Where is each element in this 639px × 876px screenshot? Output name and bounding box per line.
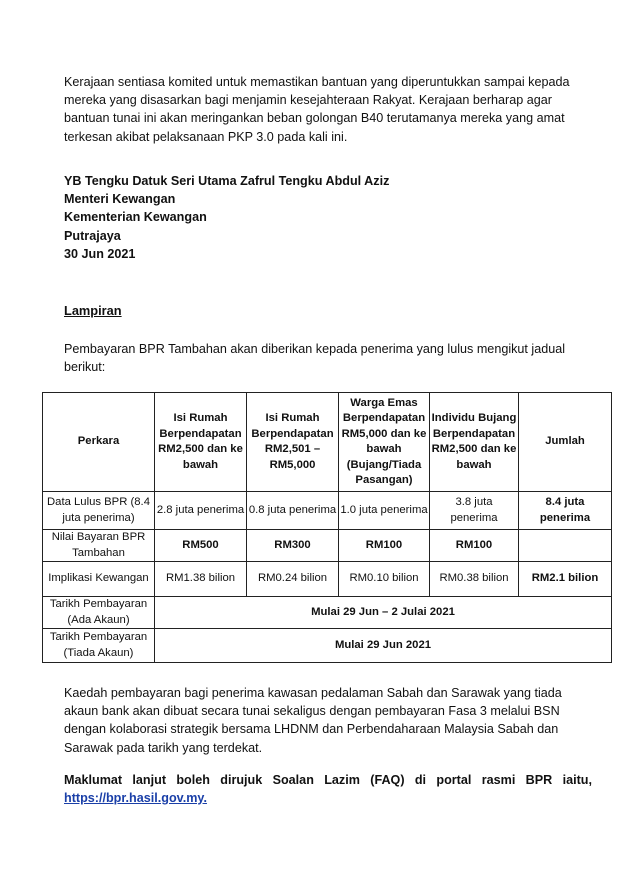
row-label: Implikasi Kewangan <box>43 562 155 597</box>
table-cell-empty <box>519 530 612 562</box>
table-cell: RM1.38 bilion <box>155 562 247 597</box>
sabah-sarawak-paragraph: Kaedah pembayaran bagi penerima kawasan pedalaman Sabah dan Sarawak yang tiada akaun bank akan dibuat secara tunai sekaligus dengan pembayaran Fasa 3 melalui BSN dengan kolaborasi strategik bersama LHDNM dan Perbendaharaan Malaysia Sabah dan Sarawak pada tarikh yang terdekat. <box>64 686 562 755</box>
faq-paragraph <box>64 771 592 807</box>
intro-paragraph: Kerajaan sentiasa komited untuk memastikan bantuan yang diperuntukkan sampai kepada mereka yang disasarkan bagi menjamin kesejahteraan Rakyat. Kerajaan berharap agar bantuan tunai ini akan meringankan beban golongan B40 terutamanya mereka yang amat terkesan akibat pelaksanaan PKP 3.0 pada kali ini. <box>64 75 570 144</box>
table-cell: 2.8 juta penerima <box>155 492 247 530</box>
table-cell: RM0.10 bilion <box>339 562 430 597</box>
header-jumlah: Jumlah <box>519 393 612 492</box>
table-cell: RM0.38 bilion <box>430 562 519 597</box>
header-col3: Warga Emas Berpendapatan RM5,000 dan ke bawah (Bujang/Tiada Pasangan) <box>339 393 430 492</box>
table-row <box>43 492 612 530</box>
table-cell-total: 8.4 juta penerima <box>519 492 612 530</box>
header-col1: Isi Rumah Berpendapatan RM2,500 dan ke bawah <box>155 393 247 492</box>
lampiran-intro: Pembayaran BPR Tambahan akan diberikan kepada penerima yang lulus mengikut jadual berikut: <box>64 342 566 375</box>
table-cell: 1.0 juta penerima <box>339 492 430 530</box>
table-row <box>43 562 612 597</box>
table-row <box>43 629 612 663</box>
faq-text: Maklumat lanjut boleh dirujuk Soalan Lazim (FAQ) di portal rasmi BPR iaitu, <box>64 773 592 787</box>
table-cell: RM100 <box>430 530 519 562</box>
row-label: Nilai Bayaran BPR Tambahan <box>43 530 155 562</box>
signatory-ministry: Kementerian Kewangan <box>64 210 207 225</box>
header-perkara: Perkara <box>43 393 155 492</box>
row-label: Tarikh Pembayaran (Tiada Akaun) <box>43 629 155 663</box>
table-row <box>43 597 612 629</box>
lampiran-heading: Lampiran <box>64 303 122 318</box>
row-label: Data Lulus BPR (8.4 juta penerima) <box>43 492 155 530</box>
table-cell-merged: Mulai 29 Jun – 2 Julai 2021 <box>155 597 612 629</box>
table-cell: RM100 <box>339 530 430 562</box>
table-header-row <box>43 393 612 492</box>
table-cell-merged: Mulai 29 Jun 2021 <box>155 629 612 663</box>
signature-block <box>64 172 389 263</box>
signature-date: 30 Jun 2021 <box>64 246 136 261</box>
table-cell: RM0.24 bilion <box>247 562 339 597</box>
table-cell: 3.8 juta penerima <box>430 492 519 530</box>
table-cell-total: RM2.1 bilion <box>519 562 612 597</box>
signatory-name: YB Tengku Datuk Seri Utama Zafrul Tengku Abdul Aziz <box>64 174 390 188</box>
payment-schedule-table <box>42 392 612 663</box>
table-row <box>43 530 612 562</box>
table-cell: RM500 <box>155 530 247 562</box>
signature-place: Putrajaya <box>64 228 121 243</box>
header-col2: Isi Rumah Berpendapatan RM2,501 – RM5,000 <box>247 393 339 492</box>
signatory-position: Menteri Kewangan <box>64 192 176 207</box>
table-cell: 0.8 juta penerima <box>247 492 339 530</box>
header-col4: Individu Bujang Berpendapatan RM2,500 dan ke bawah <box>430 393 519 492</box>
row-label: Tarikh Pembayaran (Ada Akaun) <box>43 597 155 629</box>
bpr-portal-link[interactable]: https://bpr.hasil.gov.my. <box>64 791 207 806</box>
table-cell: RM300 <box>247 530 339 562</box>
